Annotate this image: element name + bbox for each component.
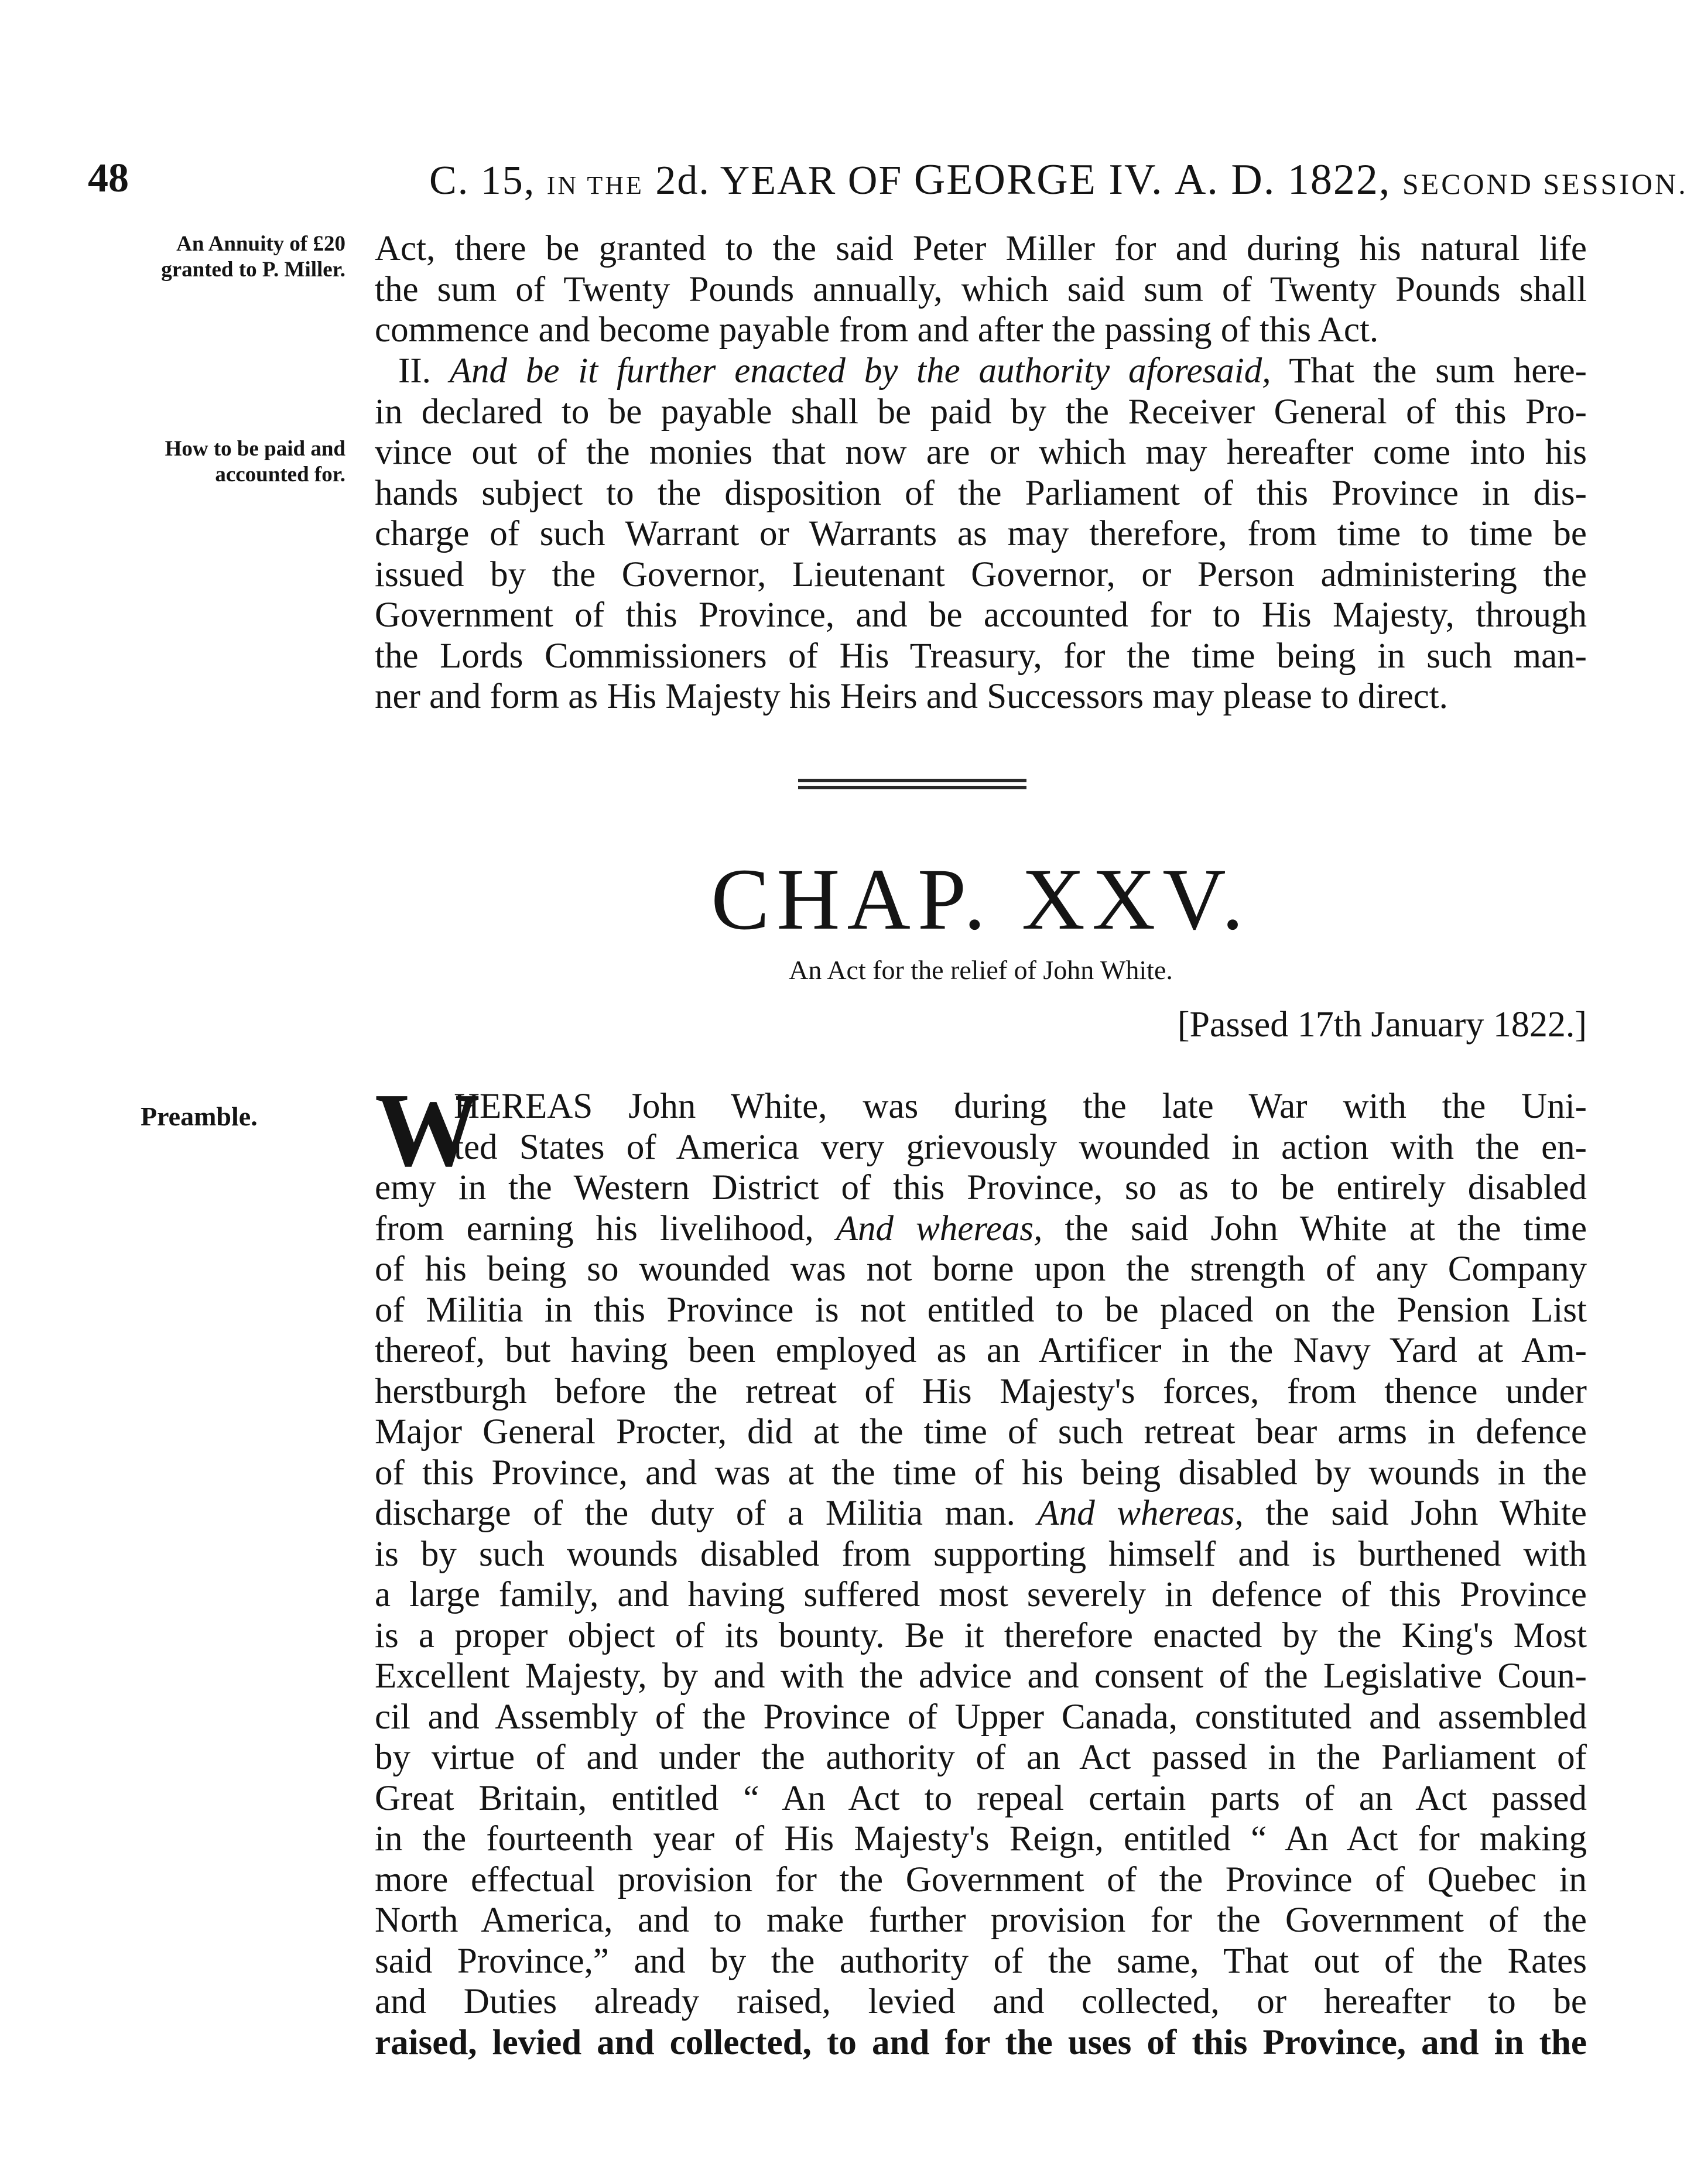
act-title: An Act for the relief of John White. (789, 955, 1173, 985)
margin-note-line: How to be paid and (165, 437, 345, 461)
in-the: IN THE (546, 171, 644, 200)
text-line (375, 351, 1587, 392)
text-line: cil and Assembly of the Province of Upper Canada, constituted and assembled (375, 1697, 1587, 1737)
anno-domini: A. D. 1822, (1174, 156, 1391, 204)
text-line: vince out of the monies that now are or which may hereafter come into his (375, 433, 1587, 472)
text-line: North America, and to make further provision for the Government of the (375, 1901, 1587, 1940)
whereas-clause: And whereas, (1037, 1494, 1244, 1533)
margin-note-annuity (88, 231, 345, 283)
text-line: charge of such Warrant or Warrants as may therefore, from time to time be (375, 514, 1587, 553)
text-line: in declared to be payable shall be paid by the Receiver General of this Pro- (375, 392, 1587, 432)
text-fragment: the said John White (1265, 1494, 1587, 1533)
enacting-clause: And be it further enacted by the authority aforesaid, (449, 351, 1271, 391)
text-line: emy in the Western District of this Province, so as to be entirely disabled (375, 1168, 1587, 1207)
text-line: a large family, and having suffered most severely in defence of this Province (375, 1575, 1587, 1614)
text-line: is a proper object of its bounty. Be it therefore enacted by the King's Most (375, 1615, 1587, 1655)
text-line: of Militia in this Province is not entitled to be placed on the Pension List (375, 1290, 1587, 1330)
text-line: Great Britain, entitled “ An Act to repeal certain parts of an Act passed (375, 1778, 1587, 1818)
rule-line (798, 779, 1026, 782)
page-number: 48 (88, 156, 129, 201)
text-line: hands subject to the disposition of the Parliament of this Province in dis- (375, 473, 1587, 513)
text-line: issued by the Governor, Lieutenant Governor, or Person administering the (375, 554, 1587, 594)
section-two-text (375, 351, 1587, 717)
text-line: ner and form as His Majesty his Heirs and Successors may please to direct. (375, 677, 1448, 716)
king-name: GEORGE IV. (913, 156, 1163, 204)
text-line: ted States of America very grievously wounded in action with the en- (454, 1127, 1587, 1167)
running-header (88, 155, 1688, 208)
text-fragment: discharge of the duty of a Militia man. (375, 1494, 1015, 1533)
margin-note-line: granted to P. Miller. (161, 258, 345, 282)
section-one-text (375, 228, 1587, 351)
preamble-text (375, 1072, 1587, 2063)
text-line: in the fourteenth year of His Majesty's Reign, entitled “ An Act for making (375, 1819, 1587, 1858)
text-line: Excellent Majesty, by and with the advice and consent of the Legislative Coun- (375, 1656, 1587, 1696)
text-fragment: the said John White at the time (1065, 1209, 1587, 1248)
running-head-title (429, 155, 1688, 205)
margin-note-line: accounted for. (215, 463, 345, 487)
text-line: by virtue of and under the authority of an Act passed in the Parliament of (375, 1738, 1587, 1777)
text-line: and Duties already raised, levied and collected, or hereafter to be (375, 1982, 1587, 2021)
section-divider-rule (798, 779, 1026, 793)
text-line: is by such wounds disabled from supporting himself and is burthened with (375, 1534, 1587, 1574)
text-fragment: from earning his livelihood, (375, 1209, 814, 1248)
passed-date: [Passed 17th January 1822.] (1177, 1005, 1587, 1045)
text-line: of his being so wounded was not borne upon the strength of any Company (375, 1250, 1587, 1289)
session-label: SECOND SESSION. (1402, 167, 1688, 200)
text-line: said Province,” and by the authority of the same, That out of the Rates (375, 1941, 1587, 1981)
text-line: raised, levied and collected, to and for the uses of this Province, and in the (375, 2022, 1587, 2062)
text-line: more effectual provision for the Government of the Province of Quebec in (375, 1860, 1587, 1899)
drop-cap: W (375, 1072, 480, 1188)
section-numeral: II. (398, 351, 431, 391)
text-line: herstburgh before the retreat of His Majesty's forces, from thence under (375, 1371, 1587, 1411)
text-line: Major General Procter, did at the time of such retreat bear arms in defence (375, 1412, 1587, 1452)
margin-note-how-paid (88, 436, 345, 488)
year-text: 2d. YEAR OF (655, 158, 903, 203)
chapter-title: CHAP. XXV. (711, 851, 1251, 948)
text-fragment: That the sum here- (1289, 351, 1587, 391)
text-line: HEREAS John White, was during the late War with the Uni- (454, 1087, 1587, 1126)
margin-note-line: An Annuity of £20 (176, 232, 345, 256)
chapter-ref: C. 15, (429, 158, 536, 203)
text-line: the Lords Commissioners of His Treasury, for the time being in such man- (375, 636, 1587, 676)
text-line: the sum of Twenty Pounds annually, which said sum of Twenty Pounds shall (375, 269, 1587, 309)
text-line: Act, there be granted to the said Peter Miller for and during his natural life (375, 229, 1587, 268)
text-line: commence and become payable from and after the passing of this Act. (375, 310, 1379, 350)
text-line: thereof, but having been employed as an Artificer in the Navy Yard at Am- (375, 1331, 1587, 1370)
rule-line (798, 786, 1026, 789)
text-line: Government of this Province, and be accounted for to His Majesty, through (375, 595, 1587, 635)
text-line (375, 1493, 1587, 1534)
text-line: of this Province, and was at the time of his being disabled by wounds in the (375, 1453, 1587, 1492)
margin-note-preamble: Preamble. (141, 1101, 258, 1131)
whereas-clause: And whereas, (836, 1209, 1043, 1248)
text-line (375, 1209, 1587, 1250)
